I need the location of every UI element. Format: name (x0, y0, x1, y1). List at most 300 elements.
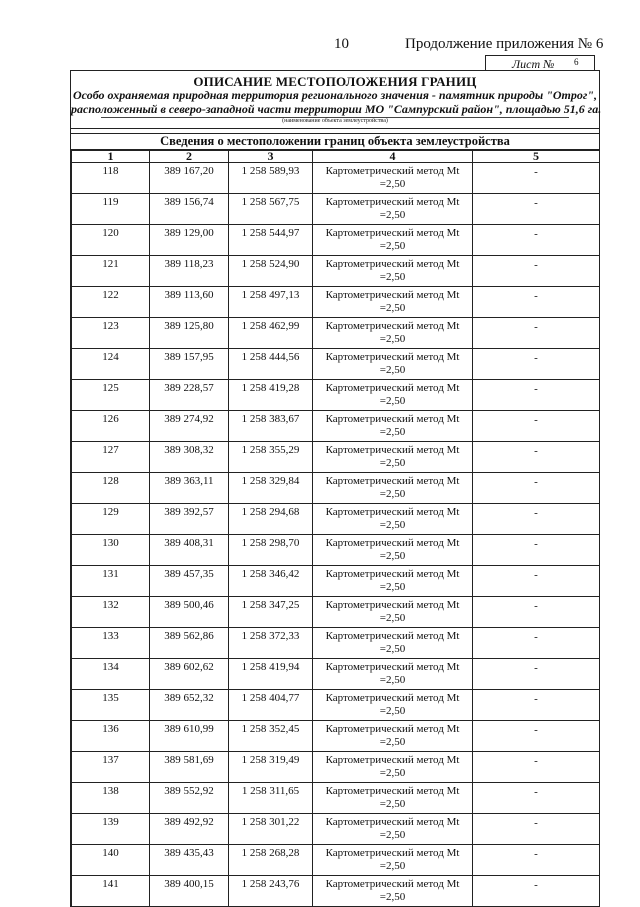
point-number-cell (72, 163, 150, 194)
description-cell (473, 876, 600, 907)
description-text: - (534, 321, 538, 333)
method-cell (313, 473, 473, 504)
x-coordinate-text: 389 228,57 (164, 382, 214, 394)
method-cell (313, 845, 473, 876)
sheet-label: Лист № (512, 57, 555, 71)
y-coordinate-text: 1 258 346,42 (241, 568, 300, 580)
x-coordinate-text: 389 156,74 (164, 196, 214, 208)
table-row (72, 256, 600, 287)
method-cell (313, 566, 473, 597)
method-text: =2,50 (379, 395, 406, 407)
description-cell (473, 318, 600, 349)
table-row (72, 194, 600, 225)
y-coordinate-text: 1 258 497,13 (241, 289, 300, 301)
x-coordinate-text: 389 562,86 (164, 630, 214, 642)
method-text: Картометрический метод Mt (325, 165, 460, 177)
object-description-line2: расположенный в северо-западной части территории МО "Сампурский район", площадью 51,6 га. (71, 102, 602, 116)
point-number-cell (72, 721, 150, 752)
x-coordinate-cell (150, 442, 229, 473)
x-coordinate-cell (150, 411, 229, 442)
method-cell (313, 783, 473, 814)
y-coordinate-cell (229, 783, 313, 814)
x-coordinate-text: 389 457,35 (164, 568, 214, 580)
x-coordinate-cell (150, 256, 229, 287)
x-coordinate-cell (150, 318, 229, 349)
method-text: Картометрический метод Mt (325, 351, 460, 363)
method-text: Картометрический метод Mt (325, 661, 460, 673)
table-row (72, 225, 600, 256)
description-text: - (534, 879, 538, 891)
point-number-text: 120 (102, 227, 119, 239)
x-coordinate-text: 389 308,32 (164, 444, 214, 456)
method-cell (313, 349, 473, 380)
point-number-cell (72, 256, 150, 287)
x-coordinate-text: 389 552,92 (164, 785, 214, 797)
y-coordinate-cell (229, 814, 313, 845)
method-text: =2,50 (379, 736, 406, 748)
method-text: =2,50 (379, 333, 406, 345)
point-number-cell (72, 752, 150, 783)
point-number-text: 126 (102, 413, 119, 425)
description-cell (473, 442, 600, 473)
x-coordinate-text: 389 129,00 (164, 227, 214, 239)
method-text: =2,50 (379, 705, 406, 717)
description-cell (473, 163, 600, 194)
y-coordinate-text: 1 258 319,49 (241, 754, 300, 766)
y-coordinate-text: 1 258 243,76 (241, 878, 300, 890)
point-number-cell (72, 876, 150, 907)
description-text: - (534, 631, 538, 643)
x-coordinate-text: 389 274,92 (164, 413, 214, 425)
y-coordinate-cell (229, 597, 313, 628)
description-text: - (534, 476, 538, 488)
method-text: =2,50 (379, 798, 406, 810)
method-text: Картометрический метод Mt (325, 816, 460, 828)
x-coordinate-cell (150, 783, 229, 814)
method-text: =2,50 (379, 829, 406, 841)
method-text: Картометрический метод Mt (325, 227, 460, 239)
method-text: =2,50 (379, 271, 406, 283)
table-row (72, 411, 600, 442)
description-text: - (534, 569, 538, 581)
point-number-text: 139 (102, 816, 119, 828)
table-row (72, 473, 600, 504)
x-coordinate-text: 389 400,15 (164, 878, 214, 890)
x-coordinate-cell (150, 473, 229, 504)
method-text: Картометрический метод Mt (325, 785, 460, 797)
table-row (72, 783, 600, 814)
description-cell (473, 597, 600, 628)
method-text: Картометрический метод Mt (325, 382, 460, 394)
point-number-text: 125 (102, 382, 119, 394)
method-text: =2,50 (379, 178, 406, 190)
method-text: Картометрический метод Mt (325, 444, 460, 456)
y-coordinate-cell (229, 721, 313, 752)
method-text: =2,50 (379, 364, 406, 376)
point-number-cell (72, 535, 150, 566)
method-cell (313, 690, 473, 721)
description-cell (473, 411, 600, 442)
description-text: - (534, 848, 538, 860)
y-coordinate-text: 1 258 419,94 (241, 661, 300, 673)
method-text: Картометрический метод Mt (325, 320, 460, 332)
y-coordinate-cell (229, 380, 313, 411)
point-number-text: 118 (102, 165, 119, 177)
point-number-cell (72, 318, 150, 349)
point-number-cell (72, 814, 150, 845)
description-text: - (534, 259, 538, 271)
x-coordinate-cell (150, 566, 229, 597)
x-coordinate-cell (150, 845, 229, 876)
y-coordinate-cell (229, 411, 313, 442)
y-coordinate-cell (229, 690, 313, 721)
y-coordinate-text: 1 258 329,84 (241, 475, 300, 487)
description-text: - (534, 538, 538, 550)
method-text: =2,50 (379, 302, 406, 314)
description-cell (473, 256, 600, 287)
point-number-cell (72, 597, 150, 628)
method-text: =2,50 (379, 581, 406, 593)
method-text: =2,50 (379, 643, 406, 655)
table-row (72, 163, 600, 194)
y-coordinate-text: 1 258 372,33 (241, 630, 300, 642)
description-cell (473, 287, 600, 318)
table-row (72, 721, 600, 752)
y-coordinate-text: 1 258 544,97 (241, 227, 300, 239)
method-text: =2,50 (379, 674, 406, 686)
method-cell (313, 659, 473, 690)
table-row (72, 845, 600, 876)
description-text: - (534, 383, 538, 395)
table-row (72, 659, 600, 690)
point-number-text: 130 (102, 537, 119, 549)
method-text: =2,50 (379, 426, 406, 438)
method-text: =2,50 (379, 519, 406, 531)
description-cell (473, 535, 600, 566)
x-coordinate-text: 389 492,92 (164, 816, 214, 828)
y-coordinate-cell (229, 256, 313, 287)
sheet-number-box (485, 55, 595, 71)
y-coordinate-cell (229, 845, 313, 876)
table-row (72, 628, 600, 659)
x-coordinate-text: 389 610,99 (164, 723, 214, 735)
method-text: =2,50 (379, 240, 406, 252)
object-caption: (наименование объекта землеустройства) (282, 118, 388, 124)
object-description-line1: Особо охраняемая природная территория регионального значения - памятник природы "Отрог", (73, 88, 597, 102)
description-text: - (534, 724, 538, 736)
y-coordinate-text: 1 258 301,22 (241, 816, 300, 828)
point-number-text: 123 (102, 320, 119, 332)
table-row (72, 287, 600, 318)
x-coordinate-text: 389 500,46 (164, 599, 214, 611)
method-text: =2,50 (379, 612, 406, 624)
description-cell (473, 628, 600, 659)
method-cell (313, 535, 473, 566)
point-number-text: 138 (102, 785, 119, 797)
point-number-text: 137 (102, 754, 119, 766)
title-block (71, 70, 602, 129)
table-row (72, 566, 600, 597)
point-number-cell (72, 194, 150, 225)
method-text: Картометрический метод Mt (325, 723, 460, 735)
point-number-cell (72, 225, 150, 256)
x-coordinate-cell (150, 814, 229, 845)
table-row (72, 814, 600, 845)
description-text: - (534, 352, 538, 364)
method-text: =2,50 (379, 860, 406, 872)
point-number-cell (72, 659, 150, 690)
method-text: Картометрический метод Mt (325, 413, 460, 425)
page-number: 10 (334, 36, 349, 52)
x-coordinate-cell (150, 163, 229, 194)
y-coordinate-text: 1 258 355,29 (241, 444, 300, 456)
method-text: Картометрический метод Mt (325, 258, 460, 270)
point-number-cell (72, 287, 150, 318)
method-text: Картометрический метод Mt (325, 878, 460, 890)
x-coordinate-text: 389 125,80 (164, 320, 214, 332)
method-text: =2,50 (379, 209, 406, 221)
point-number-text: 119 (102, 196, 119, 208)
description-cell (473, 845, 600, 876)
method-cell (313, 256, 473, 287)
table-row (72, 752, 600, 783)
y-coordinate-cell (229, 163, 313, 194)
table-row (72, 876, 600, 907)
method-cell (313, 442, 473, 473)
description-text: - (534, 414, 538, 426)
x-coordinate-text: 389 408,31 (164, 537, 214, 549)
y-coordinate-cell (229, 566, 313, 597)
description-text: - (534, 817, 538, 829)
sheet-number: 6 (574, 57, 579, 67)
y-coordinate-text: 1 258 383,67 (241, 413, 300, 425)
method-cell (313, 287, 473, 318)
x-coordinate-cell (150, 628, 229, 659)
y-coordinate-cell (229, 876, 313, 907)
document-title: ОПИСАНИЕ МЕСТОПОЛОЖЕНИЯ ГРАНИЦ (193, 74, 477, 89)
description-cell (473, 349, 600, 380)
method-text: Картометрический метод Mt (325, 630, 460, 642)
description-text: - (534, 662, 538, 674)
table-row (72, 535, 600, 566)
description-text: - (534, 755, 538, 767)
point-number-text: 129 (102, 506, 119, 518)
y-coordinate-text: 1 258 352,45 (241, 723, 300, 735)
column-header: 3 (229, 151, 313, 163)
document-frame (70, 70, 600, 907)
description-text: - (534, 693, 538, 705)
y-coordinate-cell (229, 535, 313, 566)
point-number-text: 134 (102, 661, 119, 673)
column-header: 1 (72, 151, 150, 163)
y-coordinate-cell (229, 752, 313, 783)
description-text: - (534, 197, 538, 209)
method-cell (313, 876, 473, 907)
table-row (72, 318, 600, 349)
y-coordinate-cell (229, 194, 313, 225)
method-text: =2,50 (379, 550, 406, 562)
method-text: Картометрический метод Mt (325, 754, 460, 766)
description-cell (473, 194, 600, 225)
point-number-cell (72, 442, 150, 473)
method-text: =2,50 (379, 891, 406, 903)
column-header: 4 (313, 151, 473, 163)
point-number-text: 124 (102, 351, 119, 363)
section-title: Сведения о местоположении границ объекта землеустройства (71, 133, 599, 150)
method-text: =2,50 (379, 488, 406, 500)
x-coordinate-cell (150, 535, 229, 566)
x-coordinate-text: 389 113,60 (164, 289, 214, 301)
description-text: - (534, 445, 538, 457)
method-cell (313, 380, 473, 411)
method-cell (313, 411, 473, 442)
y-coordinate-cell (229, 287, 313, 318)
point-number-text: 136 (102, 723, 119, 735)
x-coordinate-cell (150, 194, 229, 225)
column-header: 2 (150, 151, 229, 163)
y-coordinate-cell (229, 628, 313, 659)
method-text: Картометрический метод Mt (325, 506, 460, 518)
method-cell (313, 628, 473, 659)
description-cell (473, 814, 600, 845)
description-text: - (534, 166, 538, 178)
description-cell (473, 380, 600, 411)
table-row (72, 349, 600, 380)
point-number-text: 131 (102, 568, 119, 580)
y-coordinate-text: 1 258 298,70 (241, 537, 300, 549)
description-cell (473, 659, 600, 690)
point-number-text: 127 (102, 444, 119, 456)
method-cell (313, 318, 473, 349)
description-text: - (534, 507, 538, 519)
x-coordinate-cell (150, 349, 229, 380)
x-coordinate-cell (150, 287, 229, 318)
point-number-text: 133 (102, 630, 119, 642)
x-coordinate-cell (150, 597, 229, 628)
x-coordinate-text: 389 157,95 (164, 351, 214, 363)
point-number-cell (72, 411, 150, 442)
method-cell (313, 597, 473, 628)
x-coordinate-text: 389 581,69 (164, 754, 214, 766)
description-cell (473, 473, 600, 504)
x-coordinate-text: 389 167,20 (164, 165, 214, 177)
y-coordinate-text: 1 258 419,28 (241, 382, 300, 394)
description-text: - (534, 600, 538, 612)
y-coordinate-text: 1 258 444,56 (241, 351, 300, 363)
method-text: Картометрический метод Mt (325, 847, 460, 859)
description-cell (473, 504, 600, 535)
description-cell (473, 690, 600, 721)
x-coordinate-cell (150, 380, 229, 411)
y-coordinate-cell (229, 318, 313, 349)
point-number-cell (72, 504, 150, 535)
x-coordinate-text: 389 435,43 (164, 847, 214, 859)
x-coordinate-cell (150, 659, 229, 690)
y-coordinate-text: 1 258 268,28 (241, 847, 300, 859)
table-row (72, 504, 600, 535)
y-coordinate-cell (229, 349, 313, 380)
coordinates-table (71, 150, 600, 907)
method-text: Картометрический метод Mt (325, 475, 460, 487)
y-coordinate-text: 1 258 462,99 (241, 320, 300, 332)
point-number-text: 132 (102, 599, 119, 611)
x-coordinate-text: 389 652,32 (164, 692, 214, 704)
table-row (72, 690, 600, 721)
x-coordinate-text: 389 392,57 (164, 506, 214, 518)
point-number-text: 141 (102, 878, 119, 890)
x-coordinate-cell (150, 225, 229, 256)
method-text: Картометрический метод Mt (325, 537, 460, 549)
point-number-cell (72, 783, 150, 814)
method-cell (313, 814, 473, 845)
method-text: =2,50 (379, 767, 406, 779)
description-cell (473, 783, 600, 814)
description-text: - (534, 290, 538, 302)
y-coordinate-text: 1 258 589,93 (241, 165, 300, 177)
description-text: - (534, 786, 538, 798)
method-cell (313, 752, 473, 783)
point-number-cell (72, 845, 150, 876)
method-cell (313, 194, 473, 225)
table-row (72, 442, 600, 473)
description-cell (473, 225, 600, 256)
point-number-cell (72, 380, 150, 411)
point-number-cell (72, 690, 150, 721)
y-coordinate-text: 1 258 294,68 (241, 506, 300, 518)
x-coordinate-cell (150, 690, 229, 721)
method-text: Картометрический метод Mt (325, 196, 460, 208)
y-coordinate-cell (229, 442, 313, 473)
description-text: - (534, 228, 538, 240)
y-coordinate-text: 1 258 524,90 (241, 258, 300, 270)
y-coordinate-text: 1 258 567,75 (241, 196, 300, 208)
appendix-label: Продолжение приложения № 6 (405, 36, 604, 52)
x-coordinate-cell (150, 721, 229, 752)
y-coordinate-cell (229, 504, 313, 535)
method-text: Картометрический метод Mt (325, 289, 460, 301)
method-text: Картометрический метод Mt (325, 599, 460, 611)
point-number-cell (72, 566, 150, 597)
x-coordinate-cell (150, 752, 229, 783)
x-coordinate-cell (150, 876, 229, 907)
x-coordinate-text: 389 602,62 (164, 661, 214, 673)
x-coordinate-cell (150, 504, 229, 535)
point-number-text: 122 (102, 289, 119, 301)
point-number-text: 140 (102, 847, 119, 859)
point-number-text: 135 (102, 692, 119, 704)
method-text: =2,50 (379, 457, 406, 469)
method-text: Картометрический метод Mt (325, 692, 460, 704)
y-coordinate-cell (229, 659, 313, 690)
point-number-cell (72, 349, 150, 380)
table-header-row (72, 151, 600, 163)
y-coordinate-cell (229, 473, 313, 504)
description-cell (473, 752, 600, 783)
point-number-cell (72, 473, 150, 504)
description-cell (473, 566, 600, 597)
y-coordinate-text: 1 258 311,65 (241, 785, 300, 797)
point-number-text: 128 (102, 475, 119, 487)
x-coordinate-text: 389 363,11 (164, 475, 214, 487)
method-text: Картометрический метод Mt (325, 568, 460, 580)
point-number-text: 121 (102, 258, 119, 270)
x-coordinate-text: 389 118,23 (164, 258, 214, 270)
column-header: 5 (473, 151, 600, 163)
y-coordinate-text: 1 258 404,77 (241, 692, 300, 704)
method-cell (313, 504, 473, 535)
description-cell (473, 721, 600, 752)
table-row (72, 597, 600, 628)
